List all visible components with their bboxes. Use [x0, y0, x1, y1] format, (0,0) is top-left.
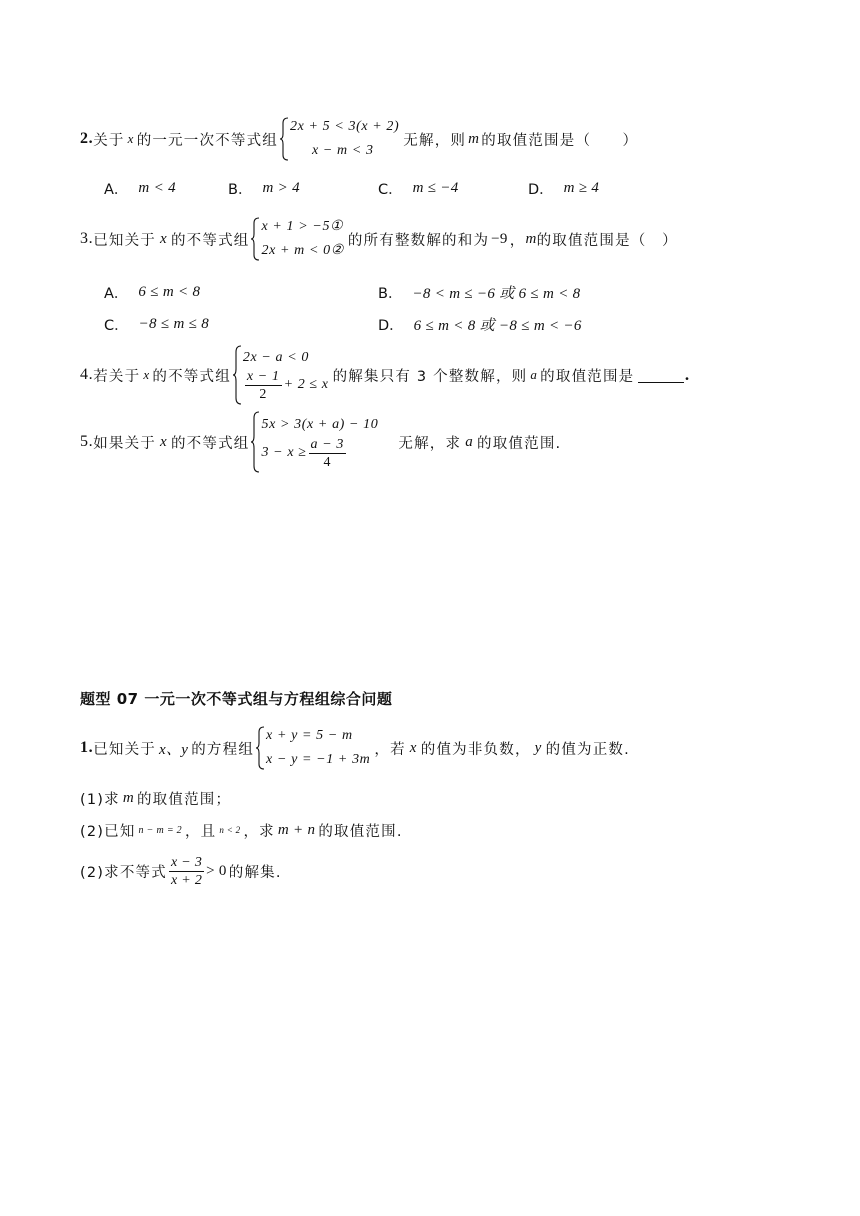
question-text: 无解，求	[398, 435, 462, 452]
question-text: 关于	[93, 132, 125, 149]
inequality-rest: > 0	[206, 862, 227, 879]
inequality-system	[243, 348, 329, 403]
option-label: A．	[104, 286, 129, 302]
variable: x	[127, 131, 134, 146]
option-label: A．	[104, 182, 129, 198]
system-brace	[232, 345, 242, 405]
system-brace	[250, 217, 260, 261]
system-brace	[279, 117, 289, 161]
option-label: C．	[104, 318, 129, 334]
question-text: 的取值范围是	[540, 368, 635, 385]
inequality-2: 2x + m < 0②	[261, 243, 344, 258]
question-number: 2.	[80, 130, 94, 147]
small-condition: n < 2	[219, 825, 241, 835]
inequality-system	[261, 215, 343, 263]
variable: m	[525, 230, 537, 247]
question-number: 1.	[80, 739, 94, 756]
sum-value: −9	[491, 230, 508, 247]
equation-1: x + y = 5 − m	[266, 728, 353, 743]
inequality-1: 2x − a < 0	[242, 349, 309, 365]
subquestion-text: (1)求	[80, 791, 120, 808]
subquestion-1	[80, 786, 231, 810]
question-text: 的不等式组	[170, 435, 250, 452]
system-brace	[255, 726, 265, 770]
fraction	[169, 854, 204, 889]
question-2	[80, 116, 638, 162]
inequality-rest: + 2 ≤ x	[283, 377, 329, 392]
option-expr: m > 4	[262, 180, 300, 196]
subquestion-text: (2)求不等式	[80, 864, 167, 881]
variable: a	[530, 367, 538, 382]
inequality-left: 3 − x ≥	[261, 445, 307, 460]
option-expr: 6 ≤ m < 8	[138, 284, 201, 300]
option-expr: m ≤ −4	[412, 180, 459, 196]
question-number: 4.	[80, 366, 94, 383]
option-expr: 6 ≤ m < 8 或 −8 ≤ m < −6	[413, 318, 582, 334]
fraction	[245, 368, 282, 403]
question-3	[80, 216, 678, 262]
equation-system	[266, 724, 370, 772]
variable: a	[465, 433, 474, 450]
question-text: 已知关于	[93, 232, 157, 249]
subquestion-text: 的取值范围.	[318, 823, 403, 840]
question-text: 的一元一次不等式组	[136, 132, 278, 149]
option-label: C．	[378, 182, 403, 198]
denominator: 2	[259, 386, 268, 402]
option-d	[528, 178, 599, 199]
variable: m	[468, 130, 480, 147]
option-b	[378, 282, 580, 303]
inequality-2	[243, 368, 329, 403]
expression: m + n	[277, 821, 316, 838]
question-text: 如果关于	[93, 435, 157, 452]
option-expr: m < 4	[138, 180, 176, 196]
option-a	[104, 282, 200, 303]
option-b	[228, 178, 300, 199]
inequality-1: 2x + 5 < 3(x + 2)	[290, 119, 400, 134]
subquestion-2	[80, 818, 403, 842]
numerator: x − 1	[246, 368, 280, 384]
question-text: 的值为非负数，	[420, 741, 531, 758]
question-text: 的解集只有 3 个整数解，则	[332, 368, 528, 385]
inequality-2: x − m < 3	[312, 143, 374, 158]
option-c	[378, 178, 459, 199]
subquestion-text: 的取值范围；	[136, 791, 232, 808]
question-text: 的取值范围是（ ）	[481, 132, 639, 149]
equation-2: x − y = −1 + 3m	[266, 752, 371, 767]
subquestion-3	[80, 850, 282, 892]
subquestion-text: 的解集.	[228, 864, 282, 881]
variable: x	[143, 367, 150, 382]
question-5	[80, 410, 561, 474]
question-number: 5.	[80, 433, 94, 450]
question-text: 无解，则	[403, 132, 467, 149]
option-c	[104, 314, 209, 335]
question-text: 的方程组	[191, 741, 255, 758]
question-text: 的值为正数.	[545, 741, 630, 758]
denominator: x + 2	[170, 872, 203, 888]
fraction	[309, 436, 346, 471]
numerator: a − 3	[310, 436, 344, 452]
question-text: 已知关于	[93, 741, 157, 758]
variable: x	[409, 739, 417, 756]
question-text: 的取值范围是（ ）	[536, 232, 678, 249]
subquestion-text: (2)已知	[80, 823, 136, 840]
option-expr: −8 < m ≤ −6 或 6 ≤ m < 8	[412, 286, 581, 302]
option-a	[104, 178, 176, 199]
subquestion-text: ，且	[184, 823, 217, 840]
inequality-system	[290, 115, 399, 163]
question-text: ，若	[374, 741, 406, 758]
inequality-1: 5x > 3(x + a) − 10	[261, 416, 379, 432]
question-text: 若关于	[93, 368, 141, 385]
problem-1	[80, 725, 630, 771]
question-text: 的不等式组	[170, 232, 250, 249]
answer-blank[interactable]	[638, 368, 684, 383]
option-label: D．	[378, 318, 404, 334]
option-d	[378, 314, 582, 335]
variable: x	[160, 230, 167, 247]
option-expr: −8 ≤ m ≤ 8	[138, 316, 210, 332]
inequality-1: x + 1 > −5①	[261, 219, 344, 234]
inequality-2	[261, 436, 378, 471]
option-label: B．	[378, 286, 403, 302]
question-text: 的不等式组	[152, 368, 231, 385]
numerator: x − 3	[170, 854, 203, 870]
inequality-system	[261, 414, 378, 471]
subquestion-text: ，求	[243, 823, 275, 840]
variables: x、y	[159, 741, 189, 758]
end-period: .	[684, 366, 691, 384]
variable: x	[160, 433, 167, 450]
small-equation: n − m = 2	[138, 824, 182, 836]
question-4	[80, 344, 690, 406]
question-text: ，	[509, 232, 526, 249]
denominator: 4	[323, 454, 332, 470]
option-label: B．	[228, 182, 253, 198]
question-text: 的取值范围.	[477, 435, 562, 452]
question-text: 的所有整数解的和为	[347, 232, 490, 249]
option-expr: m ≥ 4	[563, 180, 600, 196]
option-label: D．	[528, 182, 554, 198]
variable: m	[122, 789, 134, 806]
variable: y	[534, 739, 542, 756]
question-number: 3.	[80, 230, 94, 247]
system-brace	[250, 411, 260, 473]
section-title: 题型 07 一元一次不等式组与方程组综合问题	[80, 690, 393, 708]
